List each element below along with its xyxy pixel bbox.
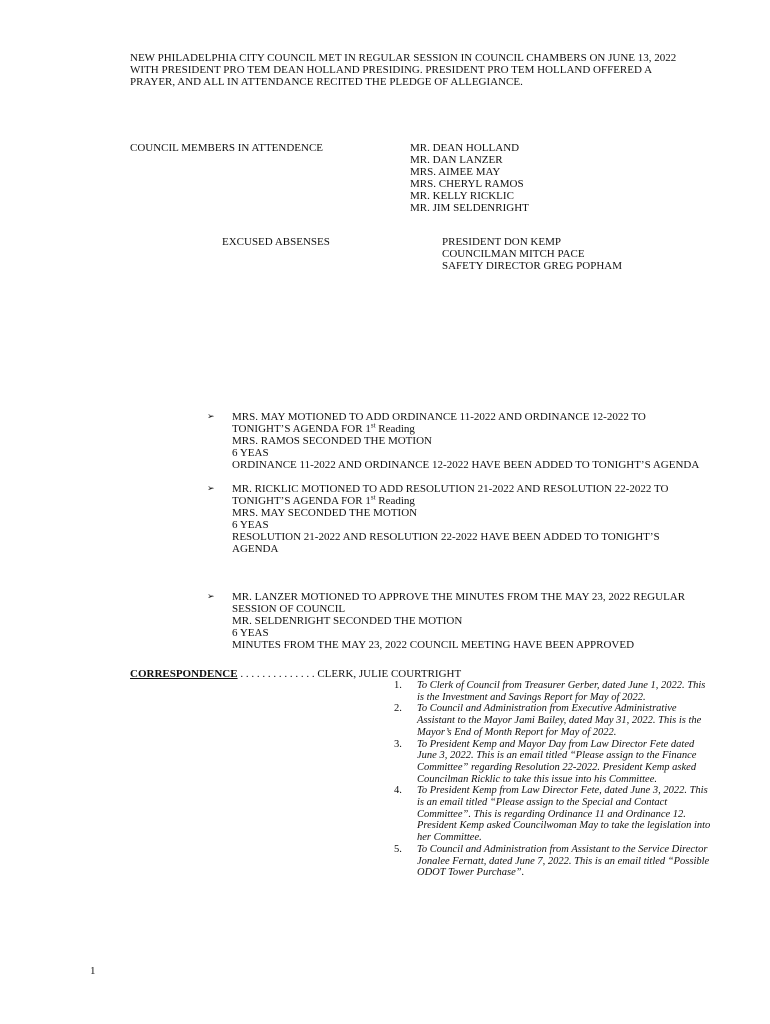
list-item bbox=[394, 785, 712, 844]
list-item bbox=[394, 739, 712, 786]
motion-text: MR. RICKLIC MOTIONED TO ADD RESOLUTION 21-2022 AND RESOLUTION 22-2022 TO TONIGHT’S AGENDA FOR 1st Reading bbox=[232, 483, 669, 507]
member-name: MRS. AIMEE MAY bbox=[410, 166, 501, 178]
motion-item bbox=[207, 483, 702, 555]
member-name: MR. JIM SELDENRIGHT bbox=[410, 202, 529, 214]
arrow-bullet-icon: ➢ bbox=[207, 412, 215, 422]
item-text: To President Kemp from Law Director Fete, dated June 3, 2022. This is an email titled “Please assign to the Special and Contact Committee”. This is regarding Ordinance 11 and Ordinance 12. President Kemp asked Councilwoman May to take the legislation into her Committee. bbox=[417, 785, 711, 844]
arrow-bullet-icon: ➢ bbox=[207, 592, 215, 602]
item-text: To President Kemp and Mayor Day from Law Director Fete dated June 3, 2022. This is an email titled “Please assign to the Finance Committee” regarding Resolution 22-2022. President Kemp asked Councilman Ricklic to take this issue into his Committee. bbox=[417, 738, 697, 785]
correspondence-list bbox=[394, 680, 712, 879]
intro-paragraph: NEW PHILADELPHIA CITY COUNCIL MET IN REGULAR SESSION IN COUNCIL CHAMBERS ON JUNE 13, 2022 WITH PRESIDENT PRO TEM DEAN HOLLAND PRESIDING. PRESIDENT PRO TEM HOLLAND OFFERED A PRAYER, AND ALL IN ATTENDANCE RECITED THE PLEDGE OF ALLEGIANCE. bbox=[130, 52, 677, 88]
item-number: 5. bbox=[394, 843, 402, 855]
list-item bbox=[394, 844, 712, 879]
item-text: To Council and Administration from Executive Administrative Assistant to the Mayor Jami Bailey, dated May 31, 2022. This is the Mayor’s End of Month Report for May of 2022. bbox=[417, 703, 702, 738]
item-number: 3. bbox=[394, 738, 402, 750]
absent-name: SAFETY DIRECTOR GREG POPHAM bbox=[442, 260, 622, 272]
page-number: 1 bbox=[90, 965, 96, 977]
arrow-bullet-icon: ➢ bbox=[207, 484, 215, 494]
motion-result: RESOLUTION 21-2022 AND RESOLUTION 22-2022 HAVE BEEN ADDED TO TONIGHT’S AGENDA bbox=[232, 531, 660, 555]
correspondence-title: CORRESPONDENCE bbox=[130, 668, 238, 680]
motion-result: ORDINANCE 11-2022 AND ORDINANCE 12-2022 HAVE BEEN ADDED TO TONIGHT’S AGENDA bbox=[232, 459, 700, 471]
item-number: 4. bbox=[394, 785, 402, 797]
motion-seconded: MRS. RAMOS SECONDED THE MOTION bbox=[232, 435, 432, 447]
absences-label: EXCUSED ABSENSES bbox=[222, 236, 330, 248]
member-name: MRS. CHERYL RAMOS bbox=[410, 178, 524, 190]
attendance-label: COUNCIL MEMBERS IN ATTENDENCE bbox=[130, 142, 324, 154]
motion-seconded: MR. SELDENRIGHT SECONDED THE MOTION bbox=[232, 615, 463, 627]
item-number: 2. bbox=[394, 703, 402, 715]
motion-text: MRS. MAY MOTIONED TO ADD ORDINANCE 11-2022 AND ORDINANCE 12-2022 TO TONIGHT’S AGENDA FOR 1st Reading bbox=[232, 411, 646, 435]
motion-result: MINUTES FROM THE MAY 23, 2022 COUNCIL MEETING HAVE BEEN APPROVED bbox=[232, 639, 635, 651]
motion-text: MR. LANZER MOTIONED TO APPROVE THE MINUTES FROM THE MAY 23, 2022 REGULAR SESSION OF COUNCIL bbox=[232, 591, 686, 615]
member-name: MR. DEAN HOLLAND bbox=[410, 142, 520, 154]
attendance-list bbox=[410, 142, 529, 214]
motions-list bbox=[207, 411, 702, 651]
motion-item bbox=[207, 411, 702, 471]
motion-vote: 6 YEAS bbox=[232, 447, 269, 459]
list-item bbox=[394, 703, 712, 738]
item-text: To Council and Administration from Assistant to the Service Director Jonalee Fernatt, dated June 7, 2022. This is an email titled “Possible ODOT Tower Purchase”. bbox=[417, 843, 710, 879]
motion-vote: 6 YEAS bbox=[232, 627, 269, 639]
member-name: MR. DAN LANZER bbox=[410, 154, 503, 166]
item-number: 1. bbox=[394, 680, 402, 691]
absent-name: PRESIDENT DON KEMP bbox=[442, 236, 561, 248]
clerk-name: CLERK, JULIE COURTRIGHT bbox=[317, 668, 462, 680]
absences-list bbox=[442, 236, 622, 272]
absent-name: COUNCILMAN MITCH PACE bbox=[442, 248, 585, 260]
motion-seconded: MRS. MAY SECONDED THE MOTION bbox=[232, 507, 418, 519]
correspondence-heading bbox=[130, 668, 461, 680]
motion-vote: 6 YEAS bbox=[232, 519, 269, 531]
item-text: To Clerk of Council from Treasurer Gerber, dated June 1, 2022. This is the Investment and Savings Report for May of 2022. bbox=[417, 680, 706, 703]
motion-item bbox=[207, 591, 702, 651]
dot-leader: . . . . . . . . . . . . . . bbox=[237, 668, 318, 680]
member-name: MR. KELLY RICKLIC bbox=[410, 190, 514, 202]
list-item bbox=[394, 680, 712, 703]
